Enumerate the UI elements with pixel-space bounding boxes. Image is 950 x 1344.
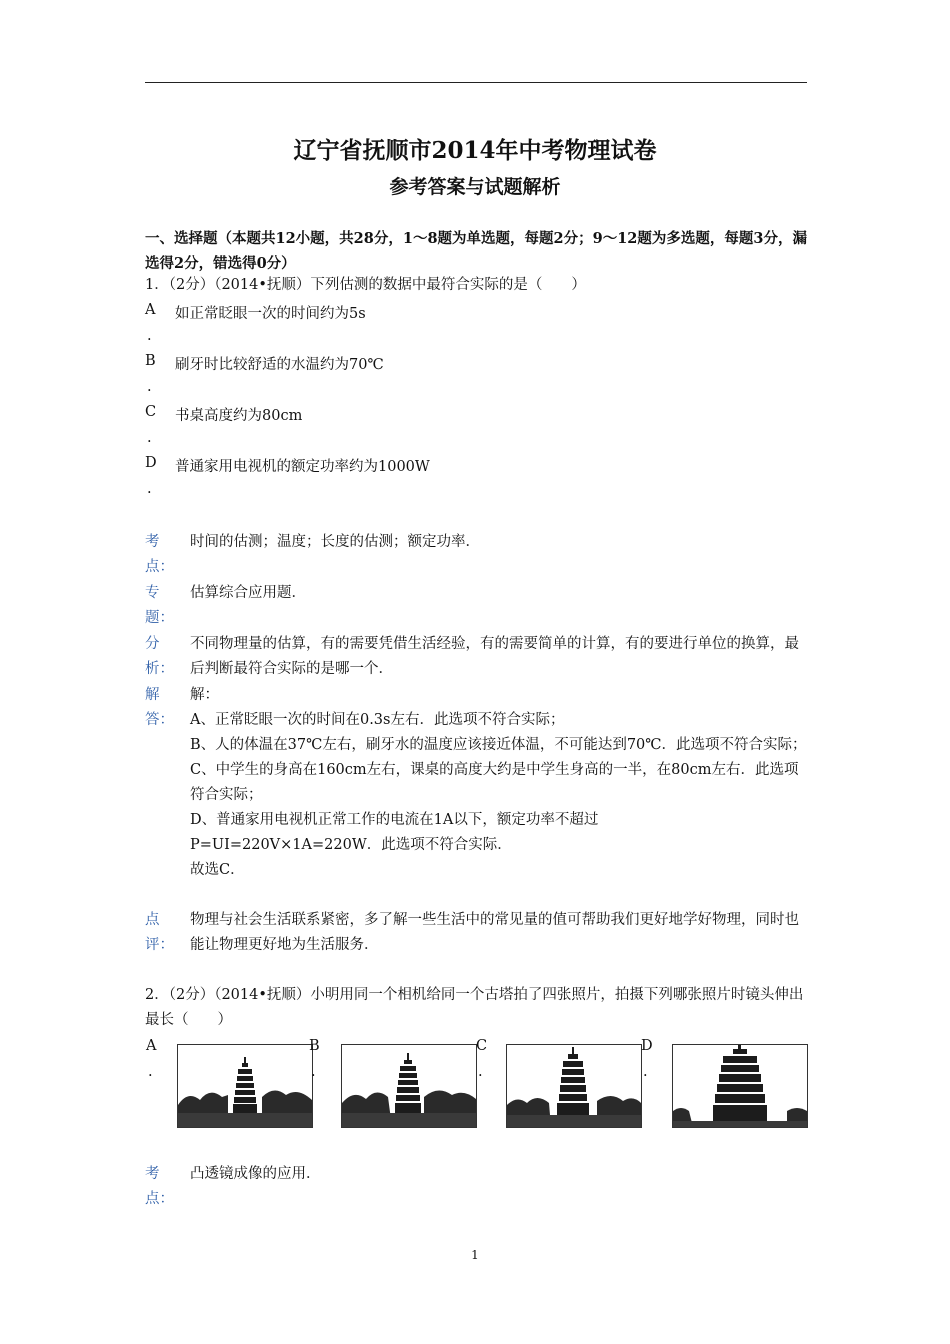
zhuanti-label bbox=[145, 581, 174, 631]
jieda-line: A、正常眨眼一次的时间在0.3s左右．此选项不符合实际； bbox=[190, 712, 565, 728]
jieda-line: 解： bbox=[190, 687, 219, 703]
label-part: 分 bbox=[145, 636, 160, 652]
pagoda-image bbox=[507, 1045, 641, 1127]
pagoda-photo-c[interactable] bbox=[506, 1044, 642, 1128]
option-letter: D bbox=[145, 455, 157, 471]
label-part: 解 bbox=[145, 687, 160, 703]
header-rule bbox=[145, 82, 807, 83]
document-title: 辽宁省抚顺市2014年中考物理试卷 bbox=[293, 137, 657, 164]
label-part: 点： bbox=[145, 559, 174, 575]
pagoda-photo-a[interactable] bbox=[177, 1044, 313, 1128]
q2-option-letter: A bbox=[146, 1038, 157, 1054]
label-part: 评： bbox=[145, 937, 174, 953]
option-text: 如正常眨眼一次的时间约为5s bbox=[175, 306, 366, 322]
label-part: 专 bbox=[145, 585, 160, 601]
option-letter: B bbox=[145, 353, 156, 369]
q2-kaodian-label bbox=[145, 1162, 174, 1212]
label-part: 考 bbox=[145, 534, 160, 550]
label-part: 析： bbox=[145, 661, 174, 677]
pagoda-image bbox=[673, 1045, 807, 1127]
label-part: 答： bbox=[145, 712, 174, 728]
kaodian-text: 时间的估测；温度；长度的估测；额定功率． bbox=[190, 534, 480, 550]
jieda-block bbox=[190, 683, 812, 883]
pagoda-photo-d[interactable] bbox=[672, 1044, 808, 1128]
section-heading: 一、选择题（本题共12小题，共28分，1～8题为单选题，每题2分；9～12题为多选题，每题3分，漏选得2分，错选得0分） bbox=[145, 230, 807, 272]
page-number: 1 bbox=[471, 1248, 479, 1262]
q2-option-dot: . bbox=[148, 1064, 153, 1080]
label-part: 题： bbox=[145, 610, 174, 626]
zhuanti-text: 估算综合应用题． bbox=[190, 585, 306, 601]
dianping-text: 物理与社会生活联系紧密，多了解一些生活中的常见量的值可帮助我们更好地学好物理，同时也能让物理更好地为生活服务． bbox=[190, 912, 799, 953]
q2-option-dot: . bbox=[311, 1064, 316, 1080]
jieda-line: C、中学生的身高在160cm左右，课桌的高度大约是中学生身高的一半，在80cm左右．此选项符合实际； bbox=[190, 762, 799, 803]
jieda-line: 故选C． bbox=[190, 862, 245, 878]
jieda-line: B、人的体温在37℃左右，刷牙水的温度应该接近体温，不可能达到70℃．此选项不符合实际； bbox=[190, 737, 807, 753]
q2-option-dot: . bbox=[478, 1064, 483, 1080]
fenxi-text: 不同物理量的估算，有的需要凭借生活经验，有的需要简单的计算，有的要进行单位的换算，最后判断最符合实际的是哪一个． bbox=[190, 636, 799, 677]
label-part: 点 bbox=[145, 912, 160, 928]
option-dot: . bbox=[147, 328, 152, 344]
fenxi-label bbox=[145, 632, 174, 682]
kaodian-label bbox=[145, 530, 174, 580]
jieda-line: D、普通家用电视机正常工作的电流在1A以下，额定功率不超过P=UI=220V×1A=220W．此选项不符合实际． bbox=[190, 812, 599, 853]
option-text: 刷牙时比较舒适的水温约为70℃ bbox=[175, 357, 384, 373]
pagoda-photo-b[interactable] bbox=[341, 1044, 477, 1128]
option-letter: C bbox=[145, 404, 157, 420]
jieda-label bbox=[145, 683, 174, 733]
q2-option-letter: B bbox=[309, 1038, 320, 1054]
dianping-label bbox=[145, 908, 174, 958]
q2-kaodian-text: 凸透镜成像的应用． bbox=[190, 1166, 321, 1182]
option-letter: A bbox=[145, 302, 156, 318]
q1-stem: 1．（2分）（2014•抚顺）下列估测的数据中最符合实际的是（ ） bbox=[145, 277, 586, 293]
document-subtitle: 参考答案与试题解析 bbox=[389, 176, 561, 198]
label-part: 考 bbox=[145, 1166, 160, 1182]
q2-option-dot: . bbox=[643, 1064, 648, 1080]
option-dot: . bbox=[147, 430, 152, 446]
q2-stem: 2．（2分）（2014•抚顺）小明用同一个相机给同一个古塔拍了四张照片，拍摄下列哪张照片时镜头伸出最长（ ） bbox=[145, 987, 804, 1028]
option-dot: . bbox=[147, 481, 152, 497]
label-part: 点： bbox=[145, 1191, 174, 1207]
q2-option-letter: C bbox=[476, 1038, 488, 1054]
option-dot: . bbox=[147, 379, 152, 395]
q2-option-letter: D bbox=[641, 1038, 653, 1054]
pagoda-image bbox=[342, 1045, 476, 1127]
option-text: 普通家用电视机的额定功率约为1000W bbox=[175, 459, 430, 475]
option-text: 书桌高度约为80cm bbox=[175, 408, 303, 424]
pagoda-image bbox=[178, 1045, 312, 1127]
